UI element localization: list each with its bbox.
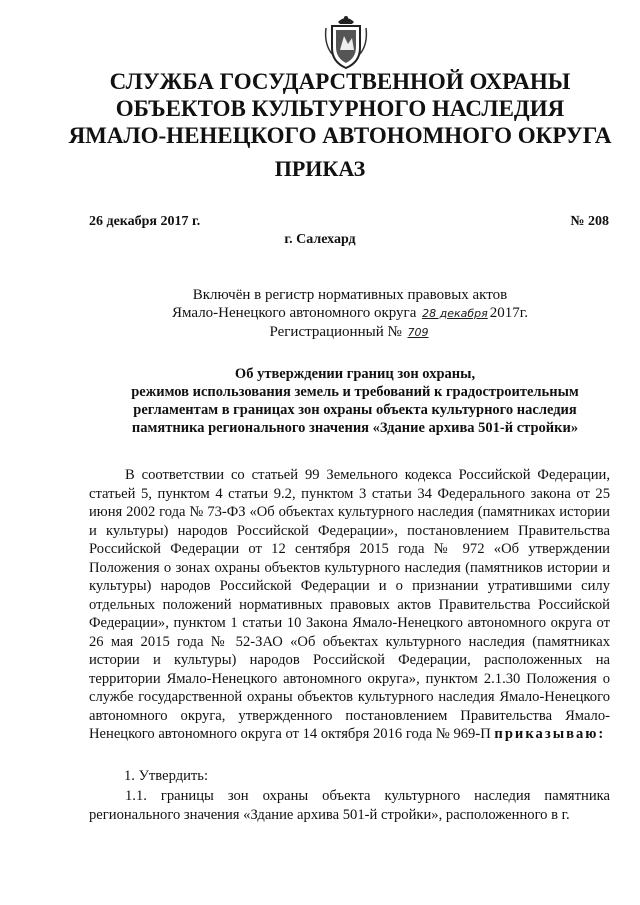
document-city: г. Салехард <box>284 232 356 247</box>
preamble-paragraph <box>89 466 610 744</box>
resolve-word: приказываю: <box>494 726 606 742</box>
title-line: памятника регионального значения «Здание архива 501-й стройки» <box>131 420 579 436</box>
registration-line <box>0 304 640 323</box>
item-1: 1. Утвердить: <box>124 768 209 784</box>
title-line: регламентам в границах зон охраны объекта культурного наследия <box>133 402 577 418</box>
organization-name <box>40 68 640 149</box>
coat-of-arms-icon <box>322 14 370 72</box>
document-number: № 208 <box>570 214 609 229</box>
title-line: режимов использования земель и требований к градостроительным <box>131 384 579 400</box>
registration-stamp <box>0 286 640 342</box>
org-line: СЛУЖБА ГОСУДАРСТВЕННОЙ ОХРАНЫ <box>109 69 571 94</box>
handwritten-number: 709 <box>407 326 429 339</box>
document-title <box>110 365 600 437</box>
registration-line: Включён в регистр нормативных правовых актов <box>192 287 508 303</box>
title-line: Об утверждении границ зон охраны, <box>234 366 476 382</box>
document-type: ПРИКАЗ <box>274 156 366 181</box>
org-line: ОБЪЕКТОВ КУЛЬТУРНОГО НАСЛЕДИЯ <box>115 96 565 121</box>
handwritten-date: 28 декабря <box>422 307 488 320</box>
registration-text: Ямало-Ненецкого автономного округа <box>172 305 417 321</box>
registration-line <box>0 323 640 342</box>
org-line: ЯМАЛО-НЕНЕЦКОГО АВТОНОМНОГО ОКРУГА <box>68 123 612 148</box>
preamble <box>89 466 610 744</box>
item-1-1-text: 1.1. границы зон охраны объекта культурного наследия памятника регионального значения «Здание архива 501-й стройки», расположенного в г. <box>89 788 610 823</box>
item-1-1 <box>89 787 610 824</box>
registration-year: 2017г. <box>489 305 528 321</box>
preamble-text: В соответствии со статьей 99 Земельного кодекса Российской Федерации, статьей 5, пунктом 4 статьи 9.2, пунктом 3 статьи 34 Федерального закона от 25 июня 2002 года № 73-ФЗ «Об объектах культурного наследия (памятниках истории и культуры) народов Российской Федерации», постановлением Правительства Российской Федерации от 12 сентября 2015 года № 972 «Об утверждении Положения о зонах охраны объектов культурного наследия (памятников истории и культуры) народов Российской Федерации и о признании утратившими силу отдельных положений нормативных правовых актов Правительства Российской Федерации», пунктом 1 статьи 10 Закона Ямало-Ненецкого автономного округа от 26 мая 2015 года № 52-ЗАО «Об объектах культурного наследия (памятниках истории и культуры) народов Российской Федерации, расположенных на территории Ямало-Ненецкого автономного округа», пунктом 2.1.30 Положения о службе государственной охраны объектов культурного наследия Ямало-Ненецкого автономного округа, утвержденного постановлением Правительства Ямало-Ненецкого автономного округа от 14 октября 2016 года № 969-П <box>89 467 610 742</box>
document-date: 26 декабря 2017 г. <box>89 214 201 229</box>
registration-text: Регистрационный № <box>269 324 402 340</box>
